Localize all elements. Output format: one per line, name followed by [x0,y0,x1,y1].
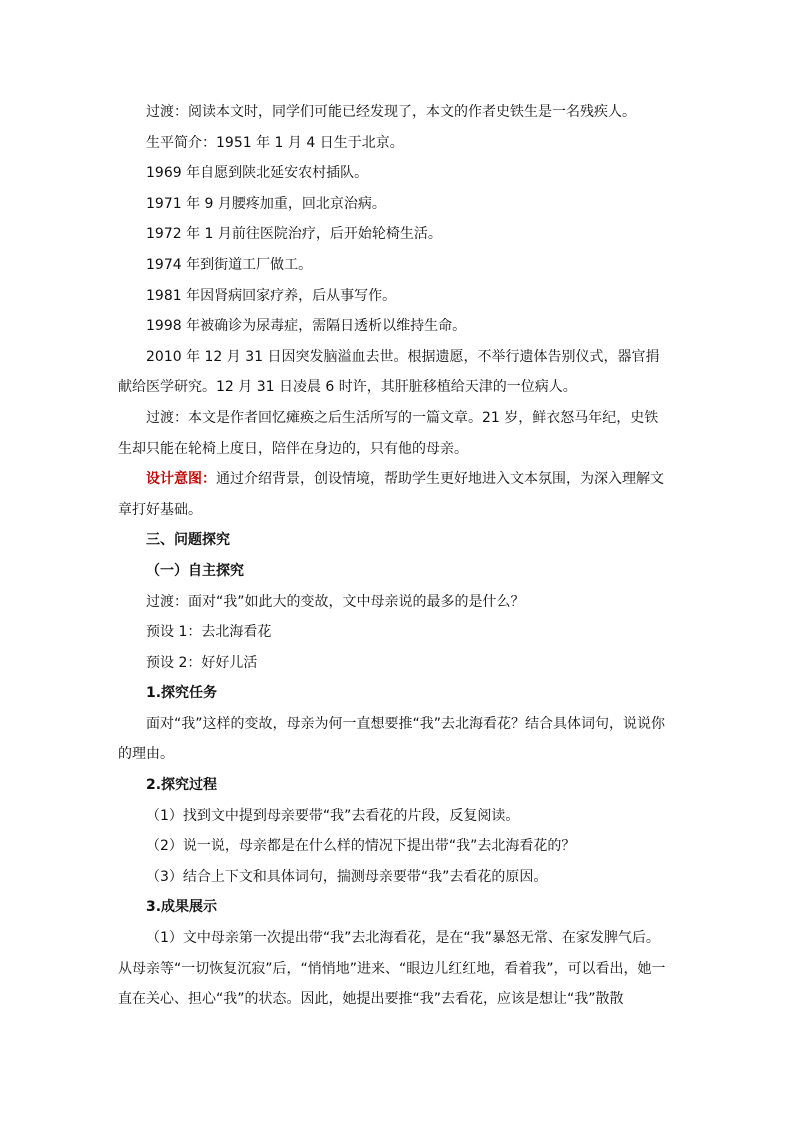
design-intent-text: 通过介绍背景，创设情境，帮助学生更好地进入文本氛围，为深入理解文章打好基础。 [118,471,664,518]
task-heading: 1.探究任务 [146,685,218,702]
transition-paragraph: 过渡：本文是作者回忆瘫痪之后生活所写的一篇文章。21 岁，鲜衣怒马年纪，史铁生却只能在轮椅上度日，陪伴在身边的，只有他的母亲。 [118,409,659,457]
bio-item: 1981 年因肾病回家疗养，后从事写作。 [146,287,397,304]
transition-paragraph: 过渡：面对“我”如此大的变故，文中母亲说的最多的是什么？ [146,593,525,610]
document-body [118,97,670,1015]
process-step: （3）结合上下文和具体词句，揣测母亲要带“我”去看花的原因。 [146,868,548,885]
subsection-heading: （一）自主探究 [146,562,244,579]
design-intent-paragraph [118,464,670,525]
bio-item: 1974 年到街道工厂做工。 [146,256,313,273]
design-intent-label: 设计意图： [146,471,216,488]
bio-item: 1971 年 9 月腰疼加重，回北京治病。 [146,195,386,212]
transition-paragraph: 过渡：阅读本文时，同学们可能已经发现了，本文的作者史铁生是一名残疾人。 [146,104,636,120]
bio-item: 1998 年被确诊为尿毒症，需隔日透析以维持生命。 [146,318,467,335]
preset-item: 预设 2：好好儿活 [146,654,258,671]
result-heading: 3.成果展示 [146,899,218,916]
process-step: （2）说一说，母亲都是在什么样的情况下提出带“我”去北海看花的？ [146,838,576,855]
bio-item: 1972 年 1 月前往医院治疗，后开始轮椅生活。 [146,226,442,243]
preset-item: 预设 1：去北海看花 [146,624,272,641]
bio-item: 1969 年自愿到陕北延安农村插队。 [146,165,369,182]
process-heading: 2.探究过程 [146,777,218,794]
process-step: （1）找到文中提到母亲要带“我”去看花的片段，反复阅读。 [146,807,520,824]
task-paragraph: 面对“我”这样的变故，母亲为何一直想要推“我”去北海看花？结合具体词句，说说你的理由。 [118,715,666,763]
bio-intro: 生平简介：1951 年 1 月 4 日生于北京。 [146,134,404,151]
bio-item: 2010 年 12 月 31 日因突发脑溢血去世。根据遗愿，不举行遗体告别仪式，器官捐献给医学研究。12 月 31 日凌晨 6 时许，其肝脏移植给天津的一位病人。 [118,348,660,396]
result-paragraph: （1）文中母亲第一次提出带“我”去北海看花，是在“我”暴怒无常、在家发脾气后。从母亲等“一切恢复沉寂”后，“悄悄地”进来、“眼边儿红红地，看着我”，可以看出，她一直在关心、担心“我”的状态。因此，她提出要推“我”去看花，应该是想让“我”散散 [118,930,666,1008]
section-heading: 三、问题探究 [146,532,230,549]
